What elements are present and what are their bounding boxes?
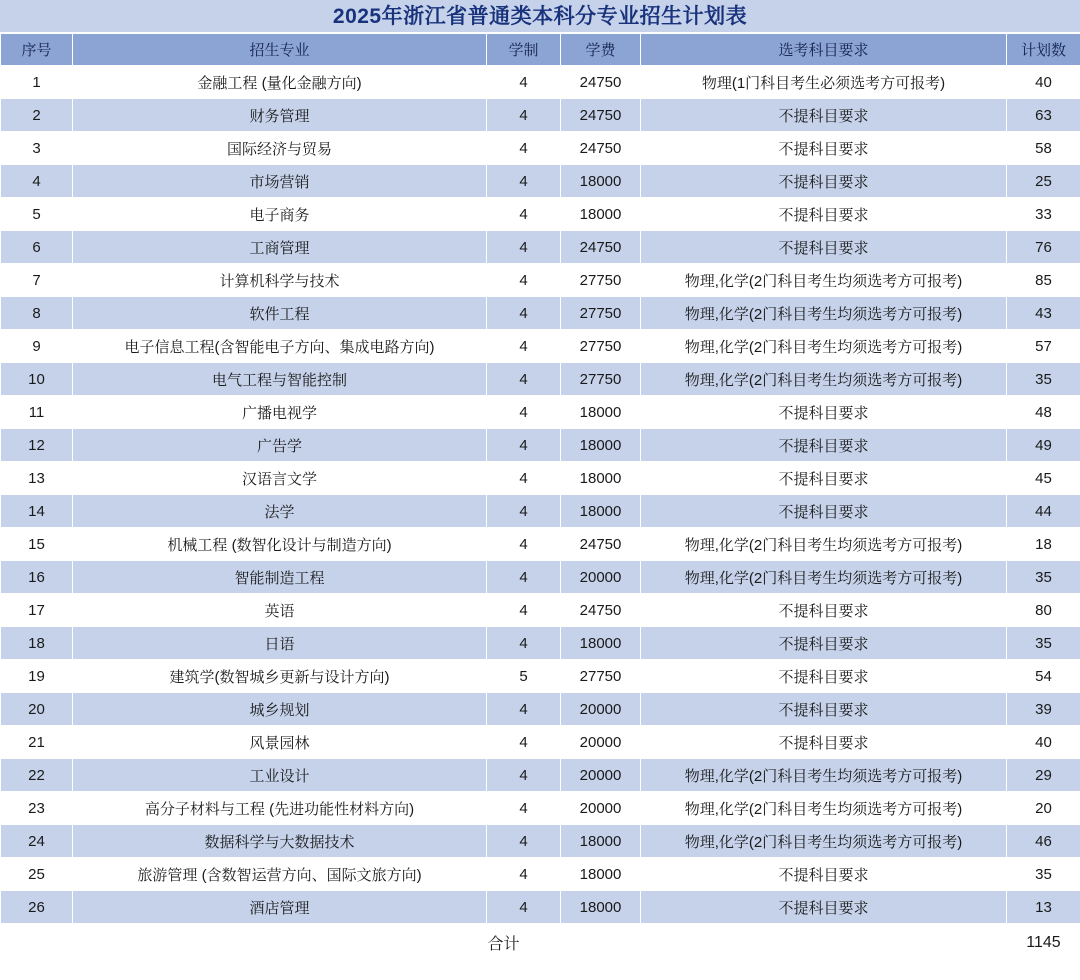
table-row — [1, 759, 1080, 792]
cell-no: 23 — [1, 792, 73, 825]
table-row — [1, 396, 1080, 429]
table-row — [1, 726, 1080, 759]
cell-no: 5 — [1, 198, 73, 231]
cell-fee: 24750 — [561, 66, 641, 99]
cell-years: 4 — [487, 495, 561, 528]
cell-years: 4 — [487, 693, 561, 726]
cell-fee: 24750 — [561, 594, 641, 627]
table-row — [1, 528, 1080, 561]
cell-subject: 不提科目要求 — [641, 891, 1007, 924]
cell-years: 4 — [487, 528, 561, 561]
cell-fee: 18000 — [561, 396, 641, 429]
cell-no: 18 — [1, 627, 73, 660]
cell-years: 4 — [487, 561, 561, 594]
cell-no: 11 — [1, 396, 73, 429]
cell-count: 80 — [1007, 594, 1080, 627]
cell-fee: 20000 — [561, 759, 641, 792]
cell-fee: 24750 — [561, 231, 641, 264]
table-row — [1, 462, 1080, 495]
cell-count: 25 — [1007, 165, 1080, 198]
cell-count: 40 — [1007, 66, 1080, 99]
table-row — [1, 132, 1080, 165]
cell-count: 46 — [1007, 825, 1080, 858]
cell-no: 8 — [1, 297, 73, 330]
cell-fee: 20000 — [561, 693, 641, 726]
cell-count: 35 — [1007, 561, 1080, 594]
cell-years: 4 — [487, 198, 561, 231]
cell-years: 4 — [487, 792, 561, 825]
cell-major: 财务管理 — [73, 99, 487, 132]
table-row — [1, 66, 1080, 99]
table-row — [1, 891, 1080, 924]
cell-years: 4 — [487, 858, 561, 891]
cell-major: 金融工程 (量化金融方向) — [73, 66, 487, 99]
cell-subject: 不提科目要求 — [641, 726, 1007, 759]
cell-major: 国际经济与贸易 — [73, 132, 487, 165]
cell-years: 4 — [487, 132, 561, 165]
cell-major: 广告学 — [73, 429, 487, 462]
cell-count: 58 — [1007, 132, 1080, 165]
cell-no: 22 — [1, 759, 73, 792]
cell-major: 工业设计 — [73, 759, 487, 792]
cell-count: 45 — [1007, 462, 1080, 495]
cell-years: 4 — [487, 165, 561, 198]
cell-fee: 27750 — [561, 330, 641, 363]
cell-years: 4 — [487, 627, 561, 660]
table-footer — [1, 924, 1080, 962]
cell-major: 旅游管理 (含数智运营方向、国际文旅方向) — [73, 858, 487, 891]
cell-major: 酒店管理 — [73, 891, 487, 924]
cell-count: 54 — [1007, 660, 1080, 693]
cell-subject: 不提科目要求 — [641, 858, 1007, 891]
cell-major: 法学 — [73, 495, 487, 528]
cell-count: 48 — [1007, 396, 1080, 429]
cell-count: 18 — [1007, 528, 1080, 561]
table-row — [1, 330, 1080, 363]
cell-years: 4 — [487, 66, 561, 99]
cell-count: 76 — [1007, 231, 1080, 264]
document-title-bar — [0, 0, 1080, 33]
cell-no: 21 — [1, 726, 73, 759]
cell-count: 35 — [1007, 627, 1080, 660]
cell-years: 4 — [487, 594, 561, 627]
cell-no: 26 — [1, 891, 73, 924]
cell-count: 43 — [1007, 297, 1080, 330]
cell-subject: 物理,化学(2门科目考生均须选考方可报考) — [641, 330, 1007, 363]
cell-no: 7 — [1, 264, 73, 297]
total-row — [1, 924, 1080, 962]
column-header-no: 序号 — [1, 34, 73, 66]
cell-fee: 18000 — [561, 165, 641, 198]
cell-subject: 不提科目要求 — [641, 396, 1007, 429]
cell-years: 4 — [487, 231, 561, 264]
table-row — [1, 429, 1080, 462]
table-row — [1, 165, 1080, 198]
cell-fee: 27750 — [561, 297, 641, 330]
cell-subject: 不提科目要求 — [641, 429, 1007, 462]
cell-subject: 不提科目要求 — [641, 495, 1007, 528]
cell-major: 高分子材料与工程 (先进功能性材料方向) — [73, 792, 487, 825]
cell-no: 13 — [1, 462, 73, 495]
cell-fee: 27750 — [561, 264, 641, 297]
cell-no: 12 — [1, 429, 73, 462]
cell-count: 33 — [1007, 198, 1080, 231]
cell-years: 4 — [487, 297, 561, 330]
cell-major: 计算机科学与技术 — [73, 264, 487, 297]
cell-fee: 18000 — [561, 825, 641, 858]
cell-major: 建筑学(数智城乡更新与设计方向) — [73, 660, 487, 693]
cell-fee: 24750 — [561, 99, 641, 132]
table-row — [1, 297, 1080, 330]
cell-years: 4 — [487, 264, 561, 297]
cell-years: 4 — [487, 462, 561, 495]
table-row — [1, 231, 1080, 264]
cell-count: 85 — [1007, 264, 1080, 297]
cell-fee: 24750 — [561, 132, 641, 165]
cell-no: 14 — [1, 495, 73, 528]
table-row — [1, 792, 1080, 825]
cell-fee: 18000 — [561, 429, 641, 462]
table-body — [1, 66, 1080, 924]
total-label: 合计 — [1, 924, 1007, 962]
table-row — [1, 660, 1080, 693]
cell-major: 电子信息工程(含智能电子方向、集成电路方向) — [73, 330, 487, 363]
cell-years: 4 — [487, 330, 561, 363]
cell-subject: 物理,化学(2门科目考生均须选考方可报考) — [641, 759, 1007, 792]
cell-years: 5 — [487, 660, 561, 693]
cell-no: 17 — [1, 594, 73, 627]
cell-count: 29 — [1007, 759, 1080, 792]
table-row — [1, 825, 1080, 858]
cell-major: 市场营销 — [73, 165, 487, 198]
cell-major: 广播电视学 — [73, 396, 487, 429]
cell-no: 15 — [1, 528, 73, 561]
cell-major: 软件工程 — [73, 297, 487, 330]
cell-major: 城乡规划 — [73, 693, 487, 726]
cell-no: 3 — [1, 132, 73, 165]
cell-count: 20 — [1007, 792, 1080, 825]
cell-major: 英语 — [73, 594, 487, 627]
table-row — [1, 198, 1080, 231]
cell-years: 4 — [487, 825, 561, 858]
cell-fee: 20000 — [561, 561, 641, 594]
cell-subject: 不提科目要求 — [641, 99, 1007, 132]
cell-no: 2 — [1, 99, 73, 132]
cell-subject: 不提科目要求 — [641, 627, 1007, 660]
cell-count: 49 — [1007, 429, 1080, 462]
cell-years: 4 — [487, 363, 561, 396]
table-row — [1, 264, 1080, 297]
cell-subject: 物理(1门科目考生必须选考方可报考) — [641, 66, 1007, 99]
cell-count: 44 — [1007, 495, 1080, 528]
cell-subject: 物理,化学(2门科目考生均须选考方可报考) — [641, 363, 1007, 396]
column-header-subject: 选考科目要求 — [641, 34, 1007, 66]
cell-no: 10 — [1, 363, 73, 396]
cell-count: 13 — [1007, 891, 1080, 924]
page-title: 2025年浙江省普通类本科分专业招生计划表 — [332, 4, 748, 28]
table-header-row — [1, 34, 1080, 66]
cell-fee: 18000 — [561, 891, 641, 924]
cell-years: 4 — [487, 99, 561, 132]
cell-fee: 24750 — [561, 528, 641, 561]
total-count: 1145 — [1007, 924, 1080, 962]
table-row — [1, 627, 1080, 660]
cell-subject: 不提科目要求 — [641, 198, 1007, 231]
cell-fee: 18000 — [561, 495, 641, 528]
cell-count: 57 — [1007, 330, 1080, 363]
cell-count: 35 — [1007, 363, 1080, 396]
cell-count: 35 — [1007, 858, 1080, 891]
cell-years: 4 — [487, 396, 561, 429]
cell-fee: 18000 — [561, 462, 641, 495]
cell-subject: 物理,化学(2门科目考生均须选考方可报考) — [641, 792, 1007, 825]
cell-major: 智能制造工程 — [73, 561, 487, 594]
cell-subject: 不提科目要求 — [641, 594, 1007, 627]
cell-no: 9 — [1, 330, 73, 363]
cell-fee: 18000 — [561, 858, 641, 891]
cell-major: 汉语言文学 — [73, 462, 487, 495]
table-row — [1, 495, 1080, 528]
cell-subject: 物理,化学(2门科目考生均须选考方可报考) — [641, 561, 1007, 594]
column-header-major: 招生专业 — [73, 34, 487, 66]
cell-no: 4 — [1, 165, 73, 198]
cell-subject: 物理,化学(2门科目考生均须选考方可报考) — [641, 297, 1007, 330]
cell-fee: 27750 — [561, 660, 641, 693]
cell-subject: 不提科目要求 — [641, 132, 1007, 165]
column-header-count: 计划数 — [1007, 34, 1080, 66]
cell-major: 数据科学与大数据技术 — [73, 825, 487, 858]
cell-major: 电气工程与智能控制 — [73, 363, 487, 396]
cell-count: 63 — [1007, 99, 1080, 132]
table-header — [1, 34, 1080, 66]
table-row — [1, 99, 1080, 132]
cell-fee: 27750 — [561, 363, 641, 396]
cell-years: 4 — [487, 726, 561, 759]
cell-subject: 不提科目要求 — [641, 660, 1007, 693]
cell-subject: 物理,化学(2门科目考生均须选考方可报考) — [641, 528, 1007, 561]
column-header-fee: 学费 — [561, 34, 641, 66]
cell-major: 电子商务 — [73, 198, 487, 231]
cell-subject: 不提科目要求 — [641, 165, 1007, 198]
table-row — [1, 858, 1080, 891]
table-row — [1, 561, 1080, 594]
cell-fee: 20000 — [561, 792, 641, 825]
cell-count: 39 — [1007, 693, 1080, 726]
cell-years: 4 — [487, 429, 561, 462]
cell-no: 25 — [1, 858, 73, 891]
cell-subject: 不提科目要求 — [641, 693, 1007, 726]
cell-years: 4 — [487, 759, 561, 792]
cell-fee: 18000 — [561, 627, 641, 660]
cell-major: 工商管理 — [73, 231, 487, 264]
cell-subject: 物理,化学(2门科目考生均须选考方可报考) — [641, 264, 1007, 297]
cell-no: 6 — [1, 231, 73, 264]
cell-years: 4 — [487, 891, 561, 924]
table-row — [1, 693, 1080, 726]
cell-fee: 20000 — [561, 726, 641, 759]
cell-no: 20 — [1, 693, 73, 726]
cell-subject: 不提科目要求 — [641, 462, 1007, 495]
table-row — [1, 594, 1080, 627]
cell-subject: 物理,化学(2门科目考生均须选考方可报考) — [641, 825, 1007, 858]
cell-subject: 不提科目要求 — [641, 231, 1007, 264]
cell-no: 16 — [1, 561, 73, 594]
cell-major: 机械工程 (数智化设计与制造方向) — [73, 528, 487, 561]
cell-count: 40 — [1007, 726, 1080, 759]
table-row — [1, 363, 1080, 396]
cell-no: 1 — [1, 66, 73, 99]
cell-major: 日语 — [73, 627, 487, 660]
cell-no: 24 — [1, 825, 73, 858]
admission-plan-table — [0, 33, 1080, 962]
column-header-years: 学制 — [487, 34, 561, 66]
cell-fee: 18000 — [561, 198, 641, 231]
cell-no: 19 — [1, 660, 73, 693]
cell-major: 风景园林 — [73, 726, 487, 759]
